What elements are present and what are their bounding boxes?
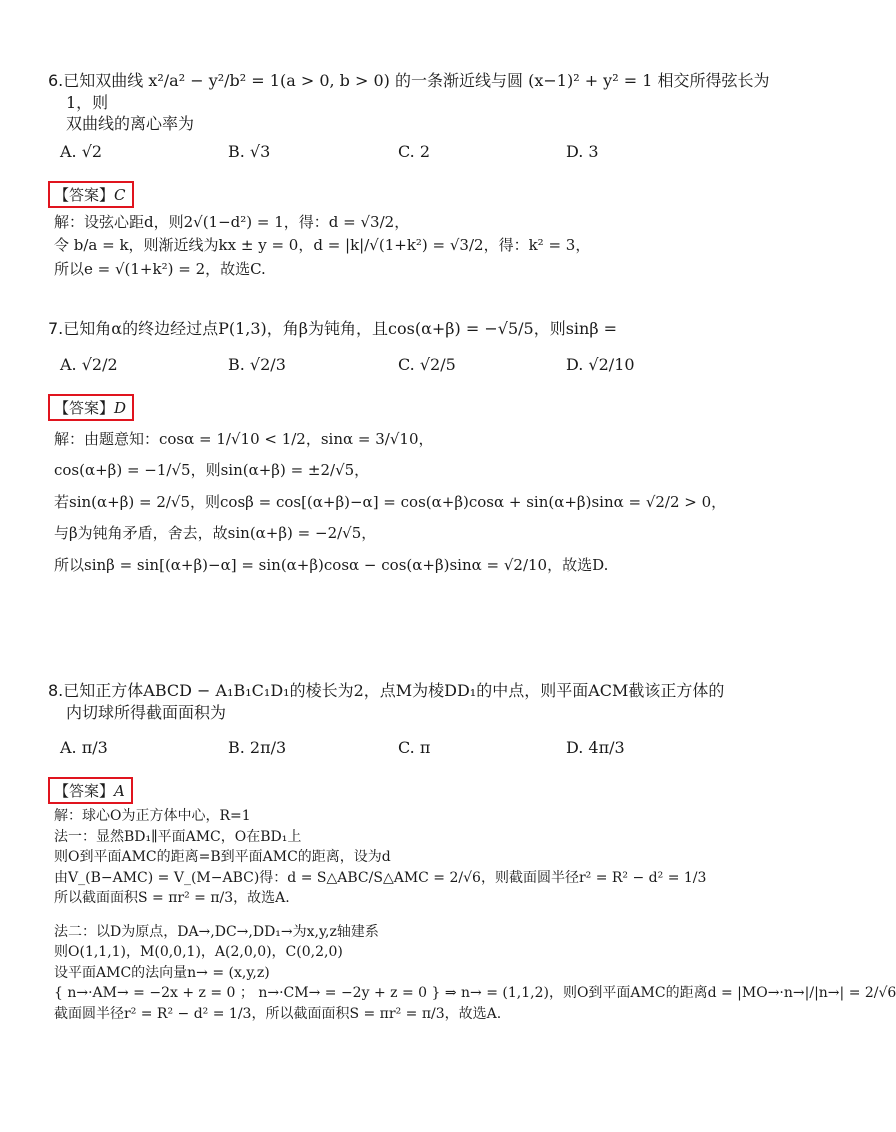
question-8-option-a: A. π/3 <box>60 738 108 758</box>
question-7-option-a: A. √2/2 <box>60 354 118 374</box>
answer-label: 【答案】 <box>54 398 115 417</box>
question-6-option-c: C. 2 <box>398 141 431 161</box>
question-6 <box>48 70 772 282</box>
question-8-stem-line2: 内切球所得截面面积为 <box>66 702 227 722</box>
question-6-stem-line1: 已知双曲线 x²/a² − y²/b² = 1(a > 0, b > 0) 的一条渐近线与圆 (x−1)² + y² = 1 相交所得弦长为1，则 <box>63 71 770 112</box>
solution-line: 令 b/a = k，则渐近线为kx ± y = 0，d = |k|/√(1+k²) = √3/2，得：k² = 3， <box>54 236 591 255</box>
solution-line: 法二：以D为原点，DA→,DC→,DD₁→为x,y,z轴建系 <box>54 923 379 940</box>
question-7-option-b: B. √2/3 <box>228 354 286 374</box>
question-7-number: 7. <box>48 319 64 338</box>
question-7-option-d: D. √2/10 <box>566 354 635 374</box>
question-7-solution <box>54 425 772 580</box>
question-6-solution <box>54 212 772 279</box>
question-6-number: 6. <box>48 71 64 90</box>
solution-line: { n→·AM→ = −2x + z = 0 ； n→·CM→ = −2y + z = 0 } ⇒ n→ = (1,1,2)，则O到平面AMC的距离d = |MO→·n→|/|n→| = 2/√6 <box>54 985 896 1002</box>
solution-line: cos(α+β) = −1/√5，则sin(α+β) = ±2/√5， <box>54 461 370 480</box>
solution-line: 由V_(B−AMC) = V_(M−ABC)得：d = S△ABC/S△AMC = 2/√6，则截面圆半径r² = R² − d² = 1/3 <box>54 869 707 886</box>
answer-value: A <box>114 782 125 801</box>
question-8-option-d: D. 4π/3 <box>566 738 625 758</box>
solution-line: 则O(1,1,1)，M(0,0,1)，A(2,0,0)，C(0,2,0) <box>54 944 343 961</box>
solution-line: 所以e = √(1+k²) = 2，故选C. <box>54 259 266 278</box>
solution-line: 则O到平面AMC的距离=B到平面AMC的距离，设为d <box>54 849 391 866</box>
answer-value: D <box>114 398 127 417</box>
solution-line: 解：由题意知：cosα = 1/√10 < 1/2，sinα = 3/√10， <box>54 429 434 448</box>
solution-line: 与β为钝角矛盾，舍去，故sin(α+β) = −2/√5， <box>54 524 377 543</box>
question-6-answer <box>48 181 134 208</box>
question-8-solution <box>54 808 896 1023</box>
question-6-option-b: B. √3 <box>228 141 271 161</box>
question-6-stem <box>48 70 772 135</box>
question-7-answer <box>48 394 134 421</box>
solution-line: 解：设弦心距d，则2√(1−d²) = 1，得：d = √3/2， <box>54 213 410 232</box>
question-6-option-d: D. 3 <box>566 141 599 161</box>
question-6-options <box>48 141 772 177</box>
solution-line: 所以截面面积S = πr² = π/3，故选A. <box>54 890 290 907</box>
solution-line: 解：球心O为正方体中心，R=1 <box>54 808 251 825</box>
question-8-options <box>48 737 772 773</box>
question-8-answer <box>48 777 133 804</box>
question-8-option-b: B. 2π/3 <box>228 738 287 758</box>
answer-label: 【答案】 <box>54 782 115 801</box>
question-7-options <box>48 354 772 390</box>
solution-line: 若sin(α+β) = 2/√5，则cosβ = cos[(α+β)−α] = cos(α+β)cosα + sin(α+β)sinα = √2/2 > 0， <box>54 492 727 511</box>
question-8 <box>48 680 896 1026</box>
solution-line: 设平面AMC的法向量n→ = (x,y,z) <box>54 964 270 981</box>
answer-label: 【答案】 <box>54 185 115 204</box>
question-8-stem <box>48 680 772 723</box>
question-7-option-c: C. √2/5 <box>398 354 456 374</box>
solution-line: 所以sinβ = sin[(α+β)−α] = sin(α+β)cosα − cos(α+β)sinα = √2/10，故选D. <box>54 555 609 574</box>
question-8-number: 8. <box>48 681 64 700</box>
solution-line: 法一：显然BD₁∥平面AMC，O在BD₁上 <box>54 828 302 845</box>
question-6-option-a: A. √2 <box>60 141 103 161</box>
solution-line: 截面圆半径r² = R² − d² = 1/3，所以截面面积S = πr² = π/3，故选A. <box>54 1005 502 1022</box>
question-6-stem-line2: 双曲线的离心率为 <box>66 114 195 134</box>
solution-line <box>54 911 772 921</box>
answer-value: C <box>114 185 126 204</box>
question-8-stem-line1: 已知正方体ABCD − A₁B₁C₁D₁的棱长为2，点M为棱DD₁的中点，则平面ACM截该正方体的 <box>63 681 725 700</box>
question-7-stem-text: 已知角α的终边经过点P(1,3)，角β为钝角，且cos(α+β) = −√5/5，则sinβ = <box>63 319 618 338</box>
question-7 <box>48 318 772 582</box>
question-8-option-c: C. π <box>398 738 431 758</box>
question-7-stem <box>48 318 772 340</box>
